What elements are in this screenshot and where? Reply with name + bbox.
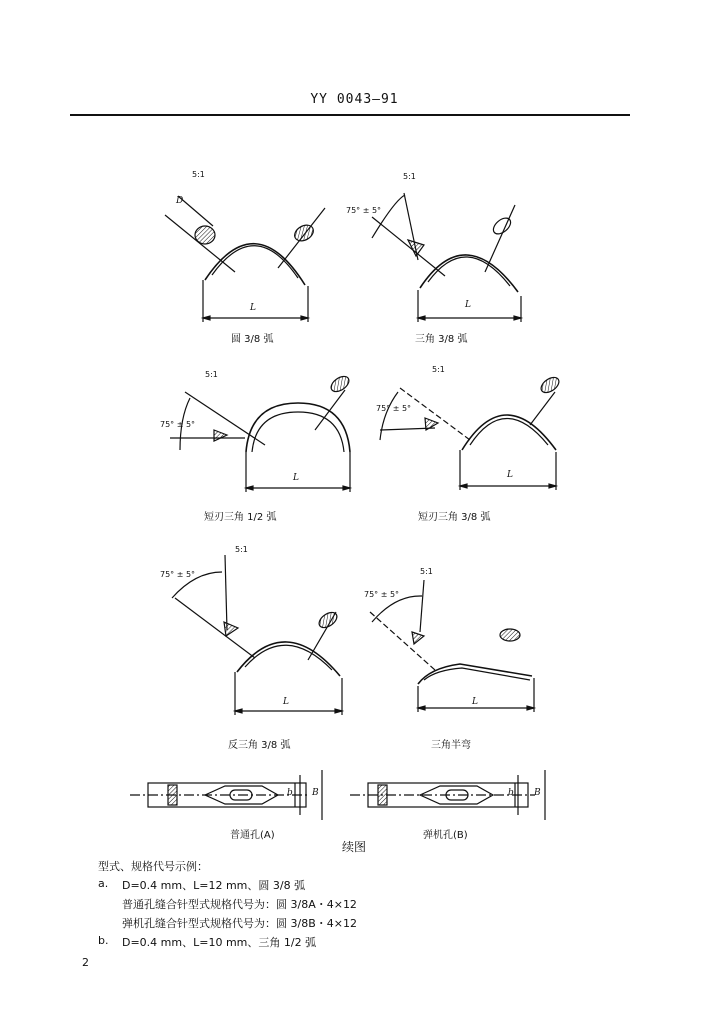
- angle-label: 75° ± 5°: [160, 420, 196, 429]
- B-label: B: [312, 788, 319, 798]
- figure-eye-b: [350, 770, 545, 820]
- figure-short-tri-38: [380, 374, 562, 490]
- angle-label: 75° ± 5°: [376, 404, 412, 413]
- figure-round-38: [165, 196, 325, 322]
- angle-label: 75° ± 5°: [346, 206, 382, 215]
- caption-eye-b: 弹机孔(B): [423, 830, 468, 841]
- item-a-marker: a.: [98, 877, 109, 890]
- caption-reverse-tri-38: 反三角 3/8 弧: [228, 740, 291, 751]
- figure-eye-a: [130, 770, 322, 820]
- scale-label: 5:1: [432, 365, 445, 374]
- caption-short-tri-12: 短刃三角 1/2 弧: [204, 512, 277, 523]
- item-a-code-a: 普通孔缝合针型式规格代号为：圆 3/8A・4×12: [122, 898, 357, 911]
- page-header: YY 0043—91: [310, 92, 399, 107]
- length-label: L: [250, 303, 256, 313]
- length-label: L: [465, 300, 471, 310]
- angle-label: 75° ± 5°: [160, 570, 196, 579]
- scale-label: 5:1: [205, 370, 218, 379]
- caption-round-38: 圆 3/8 弧: [231, 334, 274, 345]
- length-label: L: [293, 473, 299, 483]
- B-label: B: [534, 788, 541, 798]
- figure-short-tri-12: [170, 373, 352, 492]
- scale-label: 5:1: [192, 170, 205, 179]
- length-label: L: [507, 470, 513, 480]
- item-a-spec: D=0.4 mm、L=12 mm、圆 3/8 弧: [122, 879, 306, 892]
- scale-label: 5:1: [403, 172, 416, 181]
- caption-tri-half-curve: 三角半弯: [431, 740, 471, 751]
- page-number: 2: [82, 956, 89, 969]
- angle-label: 75° ± 5°: [364, 590, 400, 599]
- scale-label: 5:1: [420, 567, 433, 576]
- item-a-code-b: 弹机孔缝合针型式规格代号为：圆 3/8B・4×12: [122, 917, 357, 930]
- caption-triangle-38: 三角 3/8 弧: [415, 334, 468, 345]
- item-b-spec: D=0.4 mm、L=10 mm、三角 1/2 弧: [122, 936, 317, 949]
- caption-eye-a: 普通孔(A): [230, 830, 275, 841]
- item-b-marker: b.: [98, 934, 109, 947]
- continued-figure-label: 续图: [342, 840, 367, 854]
- figure-reverse-tri-38: [172, 555, 342, 715]
- figure-triangle-38: [372, 193, 521, 322]
- b-label: b: [508, 788, 514, 798]
- b-label: b: [287, 788, 293, 798]
- caption-short-tri-38: 短刃三角 3/8 弧: [418, 512, 491, 523]
- length-label: L: [283, 697, 289, 707]
- length-label: L: [472, 697, 478, 707]
- scale-label: 5:1: [235, 545, 248, 554]
- figure-tri-half-curve: [370, 580, 534, 712]
- diameter-label: D: [176, 196, 184, 206]
- example-intro: 型式、规格代号示例：: [98, 860, 208, 873]
